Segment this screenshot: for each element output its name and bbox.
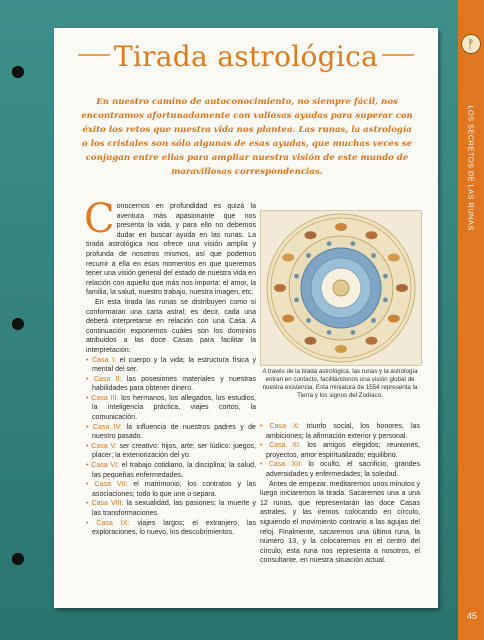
zodiac-sign-figure — [282, 254, 294, 262]
side-tab — [458, 0, 484, 640]
casa-item — [86, 461, 256, 480]
page-title: Tirada astrológica — [113, 40, 379, 73]
casa-item — [86, 480, 256, 499]
casa-name: Casa VIII: — [91, 500, 124, 508]
paragraph-3: Antes de empezar, meditaremos unos minutos y luego iniciaremos la tirada. Sacaremos una a una 12 runas, que representarán las doce Casas astrales, y las iremos colocando en círculo, siguiendo el movimiento contrario a las agujas del reloj. Finalmente, sacaremos una última runa, la número 13, y la colocaremos en el centro del círculo; esta runa nos representa a nosotros, el consultante, en nuestra situación actual. — [260, 480, 420, 565]
bullet-icon: • — [260, 461, 269, 469]
casa-name: Casa II: — [93, 375, 122, 383]
planet-figure — [306, 253, 311, 258]
casa-item — [260, 441, 420, 460]
casa-description: el cuerpo y la vida; la estructura física y mental del ser. — [92, 356, 256, 374]
casa-description: ser creativo: hijos, arte; ser lúdico: juegos, placer; la exteriorización del yo. — [92, 442, 256, 460]
figure-caption: A través de la tirada astrológica, las runas y la astrología entran en contacto, facilitándonos una visión global de nuestra existencia. Esta miniatura de 1554 representa la Tierra y los signos del Zodíaco. — [262, 368, 418, 399]
zodiac-sign-figure — [388, 315, 400, 323]
paragraph-2: En esta tirada las runas se distribuyen como si conformaran una carta astral; es decir, cada una deberá interpretarse en relación con una Casa. A continuación exponemos cuáles son los dominios atribuidos a las doce Casas para facilitar la interpretación: — [86, 298, 256, 354]
drop-cap: C — [84, 196, 115, 242]
casa-item — [86, 499, 256, 518]
zodiac-sign-figure — [396, 284, 408, 292]
casa-item — [86, 394, 256, 423]
zodiac-sign-figure — [282, 315, 294, 323]
casa-description: lo oculto, el sacrificio, grandes adversidades y enfermedades; la soledad. — [266, 461, 421, 478]
planet-figure — [383, 298, 388, 303]
casa-item — [260, 460, 420, 479]
planet-figure — [306, 318, 311, 323]
casa-description: los amigos elegidos; reuniones, proyectos, amor espiritualizado; equilibrio. — [266, 442, 420, 459]
zodiac-sign-figure — [274, 284, 286, 292]
bullet-icon: • — [86, 394, 92, 402]
planet-figure — [371, 318, 376, 323]
casa-name: Casa VI: — [91, 462, 119, 470]
casa-name: Casa XII: — [268, 461, 303, 469]
casa-item — [86, 519, 256, 538]
casa-name: Casa I: — [92, 356, 117, 364]
punch-hole — [12, 318, 24, 330]
bullet-icon: • — [260, 423, 270, 430]
zodiac-sign-figure — [388, 254, 400, 262]
zodiac-sign-figure — [335, 345, 347, 353]
casa-name: Casa V: — [91, 442, 117, 450]
zodiac-sign-figure — [335, 223, 347, 231]
casas-list-right — [260, 422, 420, 480]
casa-description: el trabajo cotidiano, la disciplina; la salud, las pequeñas enfermedades. — [92, 462, 256, 479]
rune-stone-icon: ᚠ — [461, 34, 481, 54]
bullet-icon: • — [86, 442, 92, 450]
planet-figure — [327, 241, 332, 246]
casa-description: el matrimonio, los contratos y las asociaciones; todo lo que une o separa. — [92, 481, 256, 498]
casa-name: Casa VII: — [94, 481, 128, 489]
bullet-icon: • — [86, 462, 92, 470]
section-title: LOS SECRETOS DE LAS RUNAS — [466, 105, 476, 231]
right-column-text — [260, 422, 420, 566]
bullet-icon: • — [86, 356, 93, 364]
planet-figure — [383, 274, 388, 279]
casa-name: Casa XI: — [269, 442, 301, 450]
planet-figure — [351, 330, 356, 335]
planet-figure — [294, 298, 299, 303]
bullet-icon: • — [260, 442, 270, 450]
casa-description: los hermanos, los allegados, los estudios, la inteligencia práctica, viajes cortos, la comunicación. — [92, 394, 256, 422]
bullet-icon: • — [86, 519, 97, 527]
planet-figure — [371, 253, 376, 258]
casa-item — [86, 442, 256, 461]
punch-hole — [12, 66, 24, 78]
bullet-icon: • — [86, 423, 93, 431]
paragraph-1: onocernos en profundidad es quizá la aventura más apasionante que nos presenta la vida, y para ello no debemos dudar en buscar ayuda en las runas. La tirada astrológica nos ofrece una visión amplia y profunda de nosotros mismos, así que podemos recurrir a ella en esos momentos en que queremos tener una visión general del estado de nuestra vida en relación con aquello que más nos importa: el amor, la familia, la salud, nuestro trabajo, nuestra imagen, etc. — [86, 203, 256, 297]
casa-name: Casa X: — [269, 423, 300, 430]
article-card — [54, 28, 438, 608]
casa-name: Casa IV: — [92, 423, 123, 431]
casa-name: Casa III: — [91, 394, 119, 402]
zodiac-illustration — [260, 210, 422, 366]
planet-figure — [327, 330, 332, 335]
casa-item — [86, 423, 256, 442]
casa-description: viajes largos; el extranjero, las exploraciones, lo nuevo, los descubrimientos. — [92, 519, 256, 537]
casa-name: Casa IX: — [96, 519, 130, 527]
punch-hole — [12, 553, 24, 565]
intro-text: En nuestro camino de autoconocimiento, no siempre fácil, nos encontramos afortunadamente con valiosas ayudas para superar con éxito los retos que nuestra vida nos plantea. Las runas, la astrología o los cristales son sólo algunas de esas ayudas, que muchas veces se conjugan entre ellas para ampliar nuestra visión de este mundo de maravillosas correspondencias. — [81, 97, 413, 177]
zodiac-sign-figure — [305, 337, 317, 345]
casa-description: la sexualidad, las pasiones; la muerte y las transformaciones. — [92, 500, 256, 517]
left-column — [84, 196, 256, 538]
casa-description: la influencia de nuestros padres y de nuestro pasado. — [92, 423, 256, 441]
casa-item — [86, 356, 256, 375]
planet-figure — [351, 241, 356, 246]
planet-figure — [294, 274, 299, 279]
casas-list-left — [86, 356, 256, 538]
bullet-icon: • — [86, 500, 92, 508]
page-number: 45 — [466, 611, 477, 621]
casa-item — [260, 422, 420, 441]
casa-item — [86, 375, 256, 394]
zodiac-sign-figure — [366, 337, 378, 345]
bullet-icon: • — [86, 375, 94, 383]
zodiac-sign-figure — [305, 231, 317, 239]
casa-description: las posesiones materiales y nuestras habilidades para obtener dinero. — [92, 375, 256, 393]
casa-description: triunfo social, los honores, las ambiciones; la afirmación exterior y personal. — [266, 423, 420, 440]
bullet-icon: • — [86, 481, 95, 489]
zodiac-sign-figure — [366, 231, 378, 239]
